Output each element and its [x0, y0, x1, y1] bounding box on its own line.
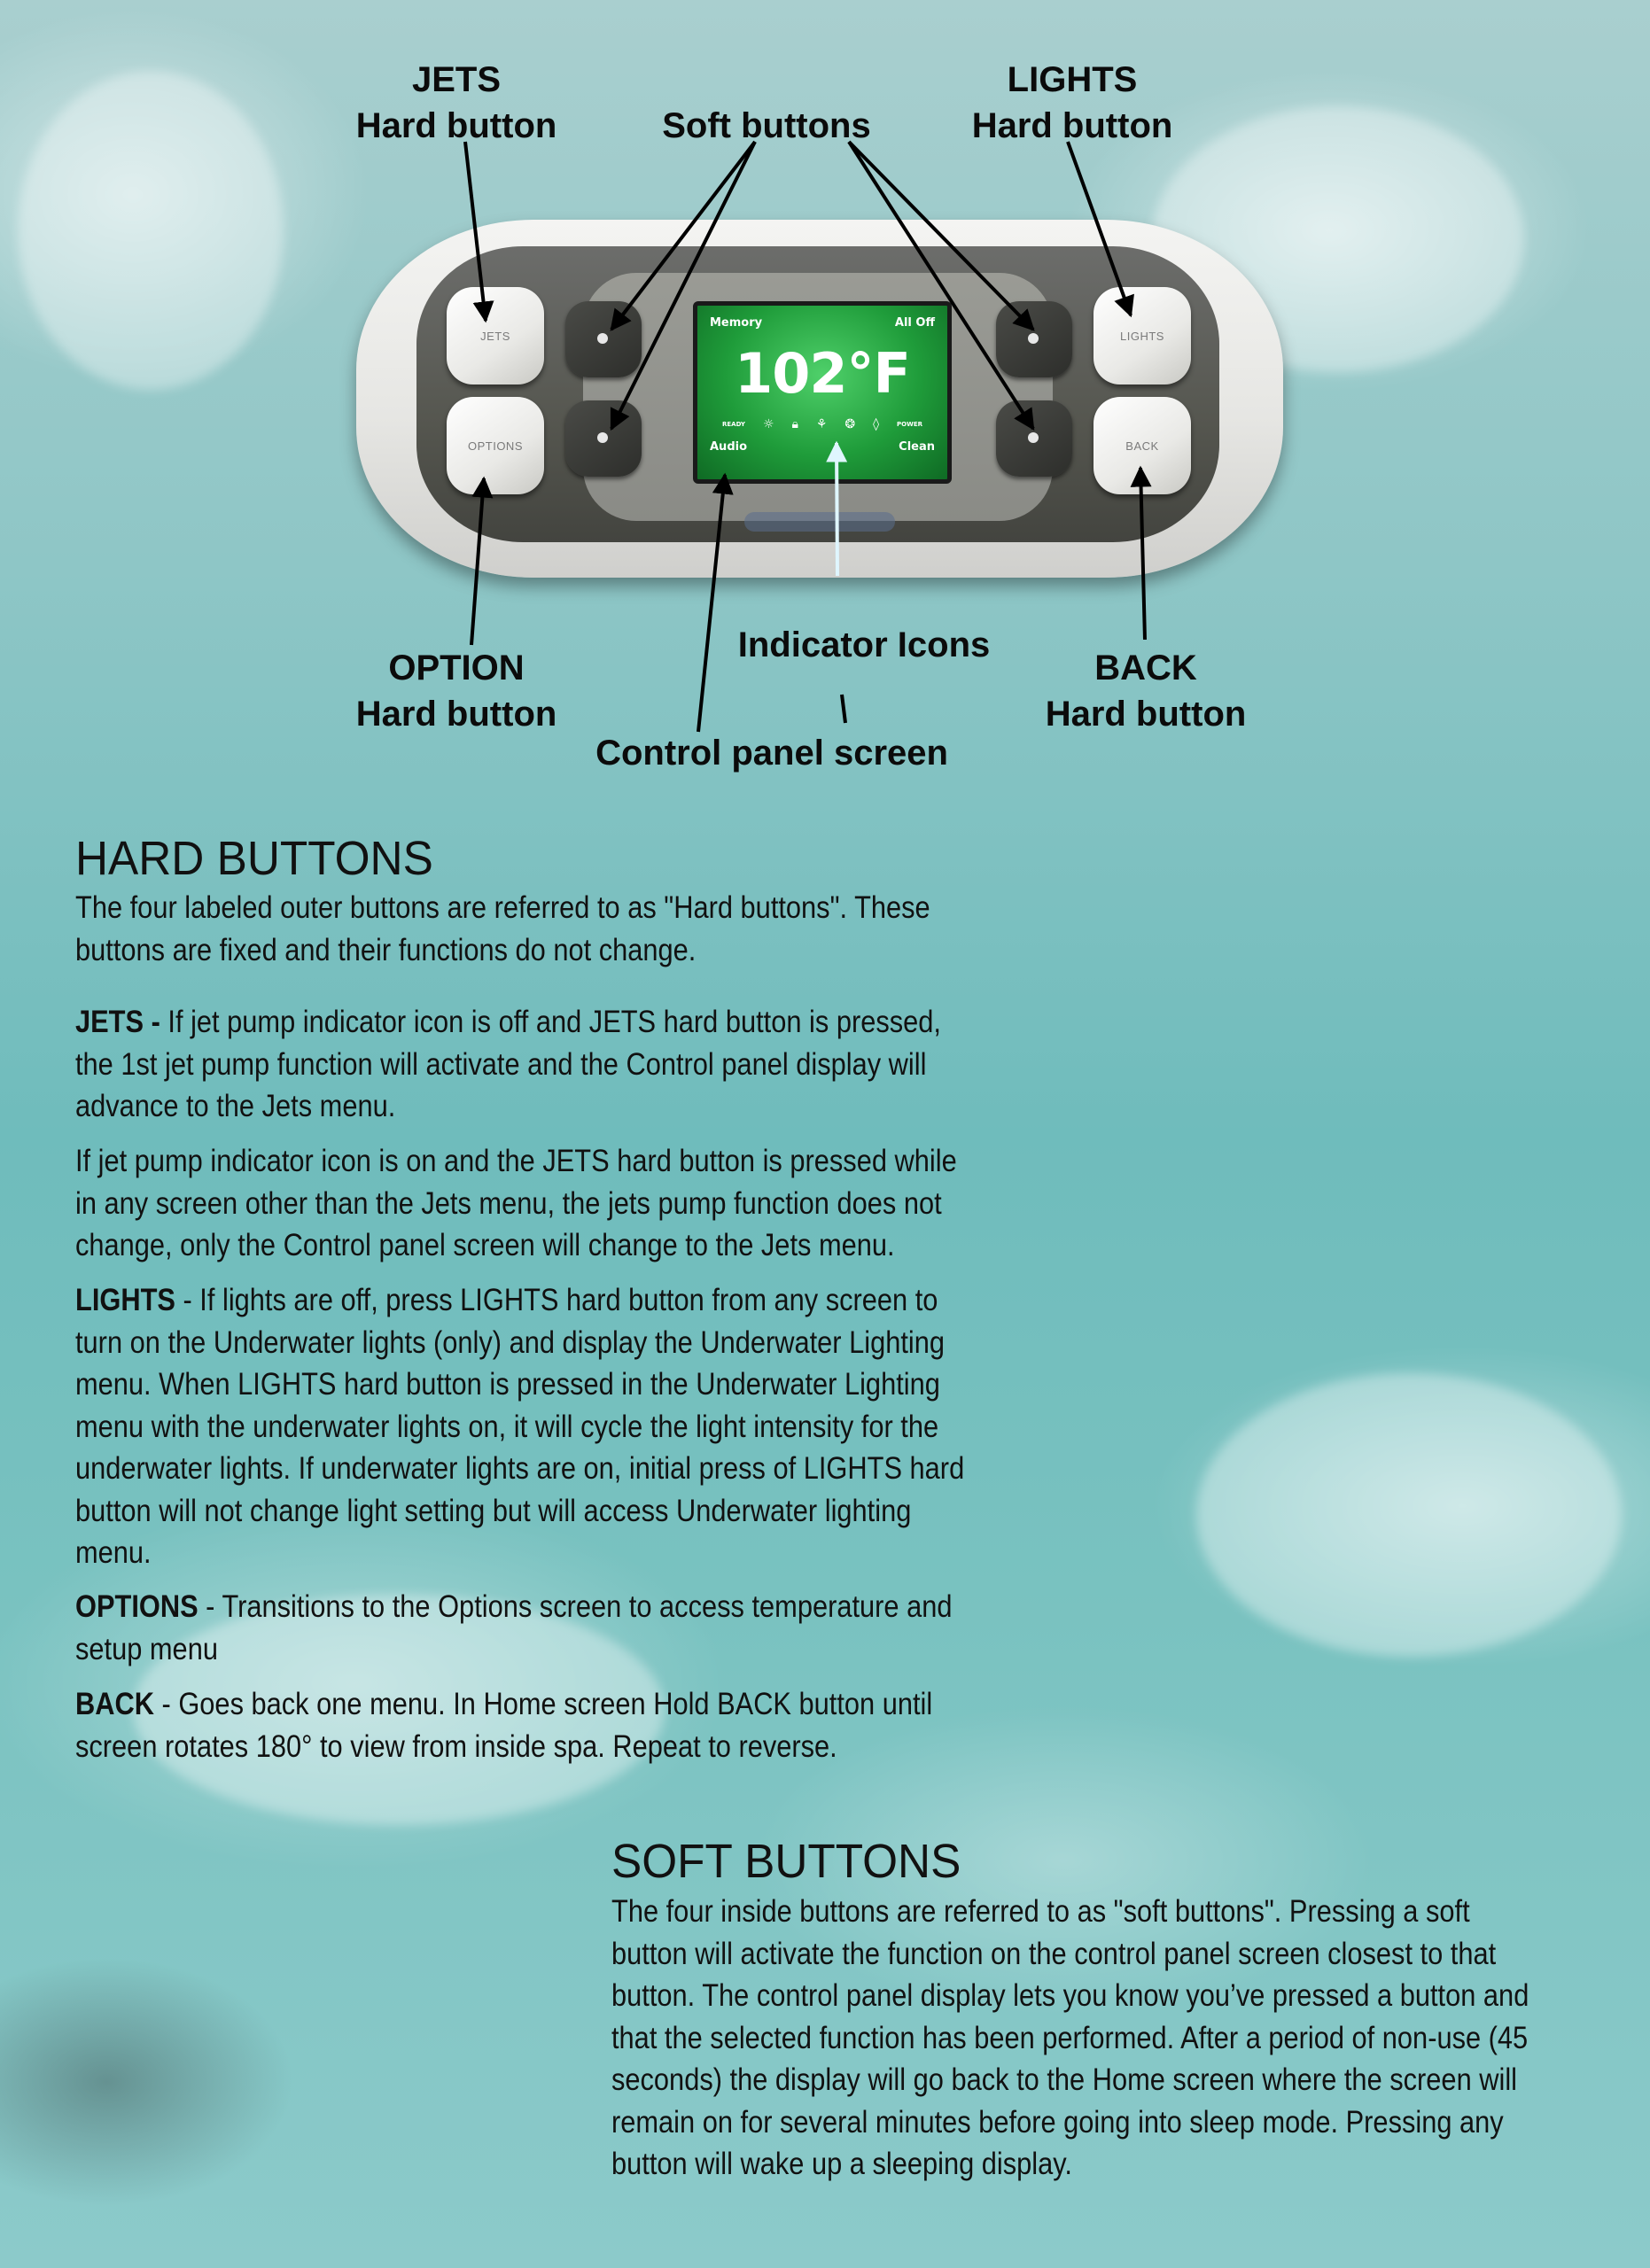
water-foam [1196, 1373, 1622, 1657]
arrow-screen [698, 475, 725, 732]
jets-text: If jet pump indicator icon is off and JETS hard button is pressed, the 1st jet pump function will activate and the Control panel display will advance to the Jets menu. [75, 1005, 941, 1123]
callout-option-subtitle: Hard button [355, 695, 557, 734]
lock-icon: 🔒︎ [791, 417, 798, 431]
callout-soft-title: Soft buttons [662, 106, 871, 145]
hard-buttons-heading: HARD BUTTONS [75, 832, 433, 885]
callout-jets-title: JETS [411, 60, 502, 99]
soft-buttons-description: The four inside buttons are referred to as "soft buttons". Pressing a soft button will activate the function on the control panel screen closest to that button. The control panel display lets you know you’ve pressed a button and that the selected function has been performed. After a period of non-use (45 seconds) the display will go back to the Home screen where the screen will remain on for several minutes before going into sleep mode. Pressing any button will wake up a sleeping display. [611, 1894, 1529, 2181]
back-hard-button[interactable]: BACK [1094, 397, 1191, 494]
options-description [75, 1586, 980, 1670]
callout-back [1037, 645, 1255, 737]
arrow-screen-tick [842, 695, 845, 723]
jets-hard-button[interactable]: JETS [447, 287, 544, 384]
water-drop-icon: ◊ [873, 417, 880, 431]
power-label: POWER [897, 421, 922, 428]
jets-description [75, 1001, 980, 1128]
callout-lights-title: LIGHTS [1007, 60, 1138, 99]
callout-back-title: BACK [1094, 649, 1197, 687]
options-term: OPTIONS [75, 1589, 198, 1624]
arrow-lights [1068, 142, 1131, 315]
jets-term: JETS - [75, 1005, 160, 1039]
soft-buttons-heading: SOFT BUTTONS [611, 1835, 961, 1888]
back-description [75, 1683, 980, 1767]
options-hard-button[interactable]: OPTIONS [447, 397, 544, 494]
arrow-soft-2 [611, 142, 755, 429]
callout-indicator-title: Indicator Icons [737, 625, 991, 664]
lights-term: LIGHTS [75, 1283, 175, 1317]
callout-option [350, 645, 563, 737]
jets-description-2: If jet pump indicator icon is on and the JETS hard button is pressed while in any screen other than the Jets menu, the jets pump function does not change, only the Control panel screen will change to the Jets menu. [75, 1144, 957, 1262]
callout-control-panel-screen [581, 730, 962, 776]
callout-screen-title: Control panel screen [595, 734, 948, 773]
options-text: - Transitions to the Options screen to access temperature and setup menu [75, 1589, 953, 1666]
lights-description [75, 1279, 980, 1574]
callout-option-title: OPTION [388, 649, 525, 687]
callout-soft-buttons [651, 103, 882, 149]
ready-label: READY [722, 421, 745, 428]
back-text: - Goes back one menu. In Home screen Hold BACK button until screen rotates 180° to view from inside spa. Repeat to reverse. [75, 1687, 933, 1764]
screen-all-off-label[interactable]: All Off [894, 316, 935, 330]
callout-lights-subtitle: Hard button [971, 106, 1173, 145]
hard-buttons-intro: The four labeled outer buttons are referred to as "Hard buttons". These buttons are fixed and their functions do not change. [75, 890, 930, 967]
arrow-back [1140, 468, 1145, 640]
back-term: BACK [75, 1687, 154, 1721]
callout-jets [350, 57, 563, 149]
arrow-soft-4 [849, 142, 1033, 429]
arrow-soft-1 [611, 142, 755, 330]
sun-icon: ☼ [762, 417, 774, 431]
jet-icon: ⚘ [815, 417, 828, 431]
water-temperature: 102°F [735, 341, 910, 406]
callout-back-subtitle: Hard button [1045, 695, 1247, 734]
callout-lights [964, 57, 1180, 149]
screen-clean-label[interactable]: Clean [899, 440, 935, 454]
arrow-option [471, 478, 484, 645]
screen-memory-label[interactable]: Memory [710, 316, 763, 330]
arrow-jets [465, 142, 486, 321]
screen-audio-label[interactable]: Audio [710, 440, 748, 454]
arrow-soft-3 [849, 142, 1033, 330]
callout-jets-subtitle: Hard button [355, 106, 557, 145]
lights-hard-button[interactable]: LIGHTS [1094, 287, 1191, 384]
callout-indicator-icons [727, 622, 1001, 668]
heater-icon: ❂ [844, 417, 856, 431]
lights-text: - If lights are off, press LIGHTS hard button from any screen to turn on the Underwater lights (only) and display the Underwater Lighting menu. When LIGHTS hard button is pressed in the Underwater Lighting menu with the underwater lights on, it will cycle the light intensity for the underwater lights. If underwater lights are on, initial press of LIGHTS hard button will not change light setting but will access Underwater lighting menu. [75, 1283, 965, 1570]
